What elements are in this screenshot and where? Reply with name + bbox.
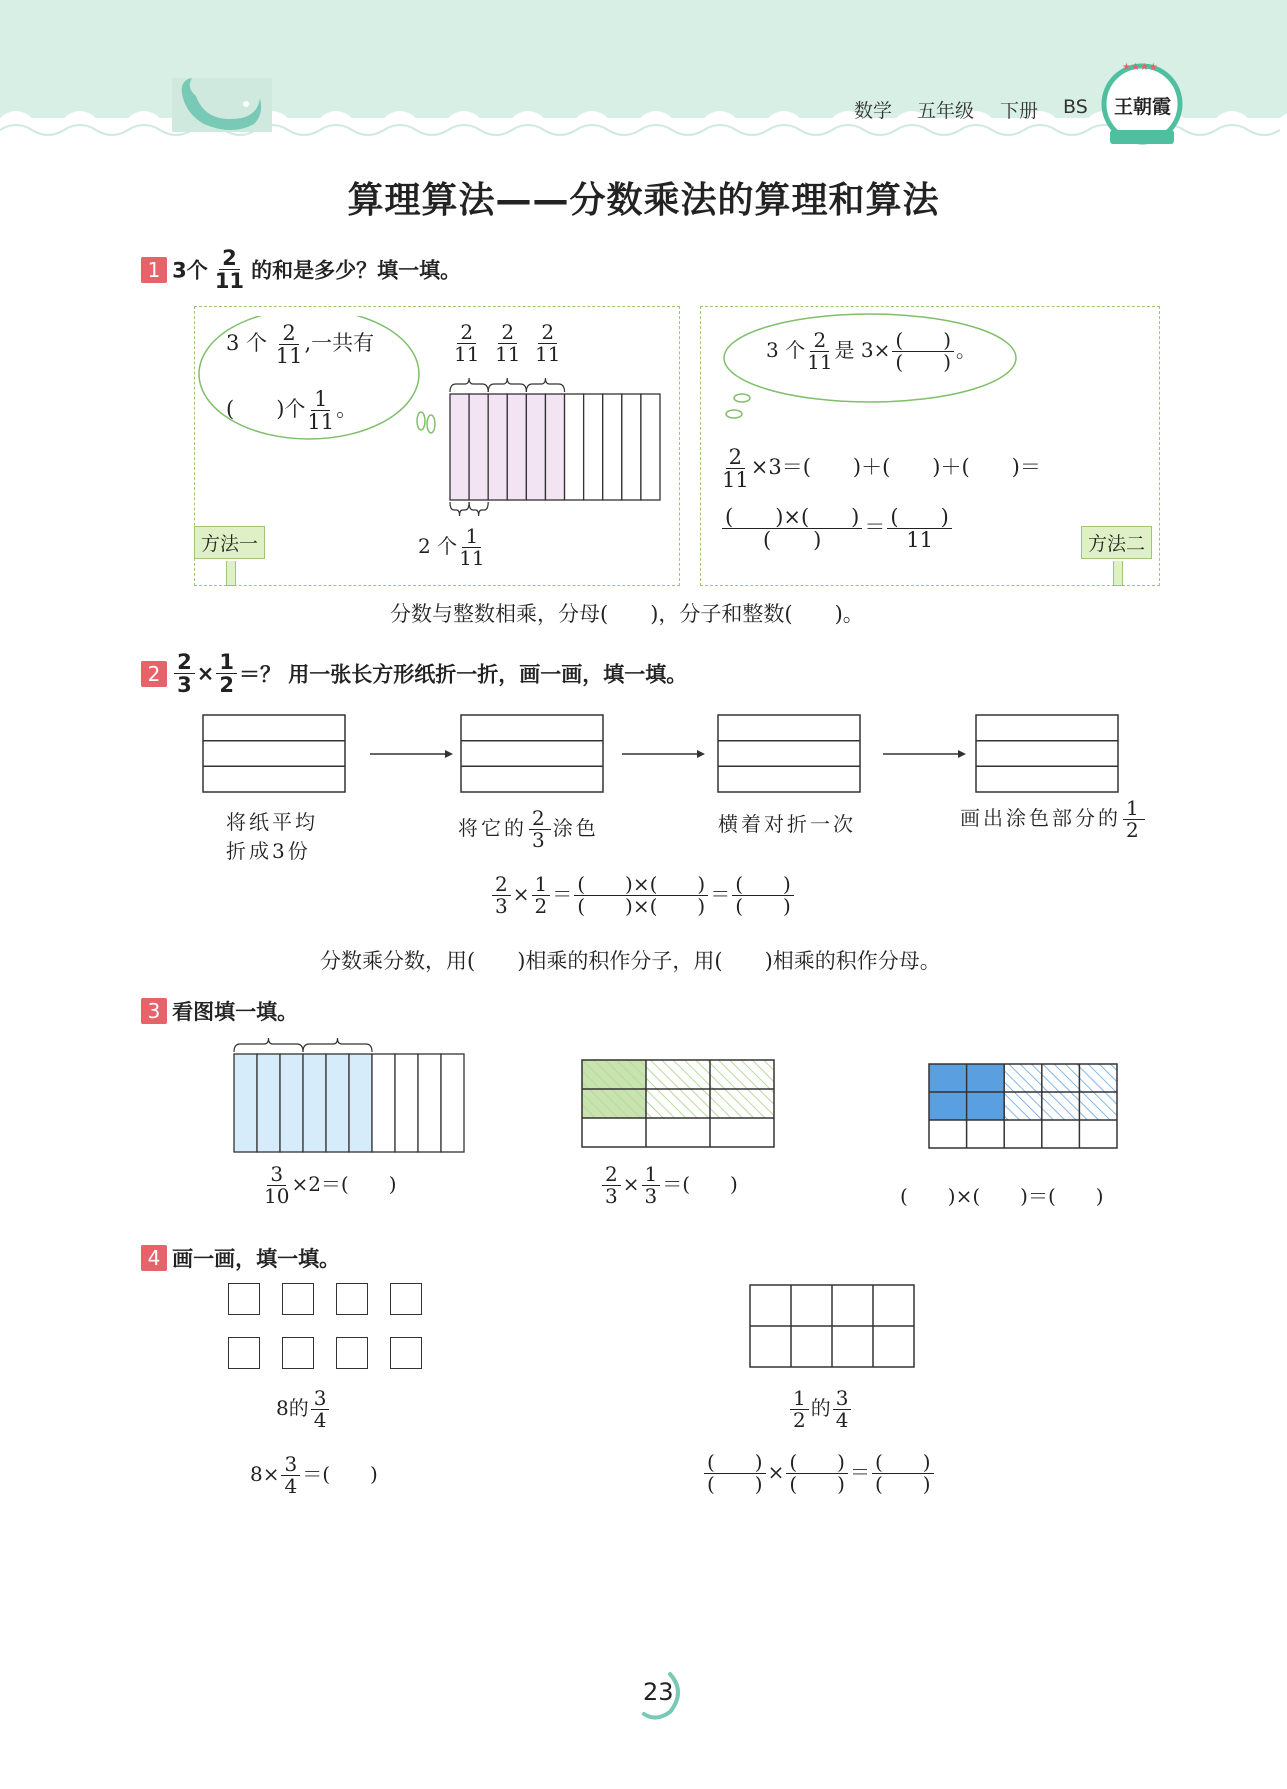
q2-conclusion[interactable]: 分数乘分数，用( )相乘的积作分子，用( )相乘的积作分母。	[320, 949, 941, 973]
bottom-brace	[450, 502, 469, 516]
brace-label: $\frac{2}{11}$	[454, 320, 480, 366]
blank[interactable]: ( )	[895, 350, 951, 374]
q2-formula: $\frac{2}{3}$ × $\frac{1}{2}$ ＝ $\frac{( )\times( )}{( )\times( )}$ ＝ $\frac{( )}{( )}$	[490, 874, 796, 917]
q1-strip-diagram	[440, 378, 670, 528]
q4-right-label: $\frac{1}{2}$ 的 $\frac{3}{4}$	[788, 1388, 853, 1431]
page-title: 算理算法——分数乘法的算理和算法	[347, 180, 940, 221]
blank[interactable]: ( )×( )	[574, 874, 708, 896]
q3-grid-2x3	[580, 1058, 775, 1150]
sign-post	[1113, 561, 1123, 586]
subject-label: 数学	[854, 100, 893, 122]
arrow-icon	[883, 750, 966, 758]
strip-part	[372, 1054, 395, 1152]
grade-label: 五年级	[917, 100, 975, 122]
step3-caption: 横着对折一次	[718, 812, 856, 836]
edition-label: BS	[1063, 96, 1088, 118]
q2-suffix: ＝？ 用一张长方形纸折一折，画一画，填一填。	[238, 662, 688, 687]
q1-right-bubble-text: 3 个 $\frac{2}{11}$ 是 3× $\frac{( )}{( )}$ 。	[766, 328, 976, 374]
strip-part	[545, 394, 564, 500]
strip-part	[257, 1054, 280, 1152]
strip-part	[441, 1054, 464, 1152]
top-brace	[488, 378, 526, 392]
q1-right-line2: $\frac{( )\times( )}{( )}$ ＝ $\frac{( )}{11}$	[720, 506, 954, 551]
q1-heading	[141, 247, 461, 292]
q4-grid-2x4[interactable]	[748, 1283, 918, 1371]
unit-fraction: $\frac{1}{11}$	[307, 387, 335, 435]
q1-conclusion[interactable]: 分数与整数相乘，分母( )，分子和整数( )。	[390, 602, 864, 626]
strip-part	[349, 1054, 372, 1152]
strip-part	[507, 394, 526, 500]
q1-suffix: 的和是多少？填一填。	[251, 258, 462, 283]
square[interactable]	[336, 1283, 368, 1315]
strip-part	[584, 394, 603, 500]
blank[interactable]: ( )	[872, 1452, 934, 1474]
q1-right-line1: $\frac{2}{11}$ ×3＝( )＋( )＋( )＝	[722, 445, 1041, 493]
step4-caption: 画出涂色部分的 $\frac{1}{2}$	[960, 798, 1147, 841]
q3-title: 看图填一填。	[172, 1000, 299, 1024]
strip-part	[234, 1054, 257, 1152]
paper-step2	[461, 715, 603, 792]
top-brace	[450, 378, 488, 392]
arrow-icon	[622, 750, 705, 758]
strip-part	[418, 1054, 441, 1152]
q1-left-bubble-line1: 3 个 $\frac{2}{11}$ ,一共有	[226, 321, 375, 369]
strip-part	[603, 394, 622, 500]
q3-strip-diagram	[230, 1036, 470, 1156]
strip-part	[469, 394, 488, 500]
blank[interactable]: ( )	[789, 1472, 845, 1496]
method2-sign: 方法二	[1081, 526, 1152, 559]
q1-bottom-label: 2 个 $\frac{1}{11}$	[418, 524, 485, 570]
q4-title: 画一画，填一填。	[172, 1247, 341, 1271]
q3-number: 3	[141, 998, 167, 1024]
strip-part	[622, 394, 641, 500]
q3-grid-3x5	[927, 1062, 1119, 1152]
blank[interactable]: ( )	[735, 894, 791, 918]
q3-eq3[interactable]: ( )×( )＝( )	[900, 1184, 1104, 1208]
strip-part	[526, 394, 545, 500]
top-brace	[526, 378, 564, 392]
brace-label: $\frac{2}{11}$	[535, 320, 561, 366]
brand-text: 王朝霞	[1114, 96, 1172, 118]
square[interactable]	[228, 1283, 260, 1315]
strip-part	[450, 394, 469, 500]
method1-sign: 方法一	[194, 526, 265, 559]
strip-part	[565, 394, 584, 500]
page-number: 23	[643, 1678, 674, 1706]
q4-right-equation: $\frac{( )}{( )}$ × $\frac{( )}{( )}$ ＝ $\frac{( )}{( )}$	[702, 1452, 936, 1495]
q1-number: 1	[141, 257, 167, 283]
q2-fraction-a: $\frac{2}{3}$	[174, 651, 195, 696]
strip-part	[280, 1054, 303, 1152]
blank[interactable]: ( )×( )	[722, 506, 862, 529]
brace-label: $\frac{2}{11}$	[495, 320, 521, 366]
blank[interactable]: ＝( )	[302, 1462, 378, 1486]
blank[interactable]: ×2＝( )	[291, 1172, 397, 1196]
svg-text:★★★★: ★★★★	[1122, 62, 1158, 73]
addition-blanks[interactable]: ×3＝( )＋( )＋( )＝	[750, 455, 1041, 480]
square[interactable]	[390, 1283, 422, 1315]
step2-caption: 将它的 $\frac{2}{3}$ 涂色	[458, 806, 599, 852]
q4-left-equation: 8× $\frac{3}{4}$ ＝( )	[250, 1452, 378, 1498]
blank[interactable]: ( )	[704, 1452, 766, 1474]
strip-part	[395, 1054, 418, 1152]
blank[interactable]: ( )	[892, 330, 954, 352]
q3-eq2: $\frac{2}{3}$ × $\frac{1}{3}$ ＝( )	[600, 1164, 738, 1207]
blank[interactable]: ( )	[226, 397, 285, 422]
bubble-fraction: $\frac{2}{11}$	[275, 321, 303, 369]
blank[interactable]: ＝( )	[662, 1172, 738, 1196]
sign-post	[226, 561, 236, 586]
blank[interactable]: ( )	[762, 528, 822, 553]
q4-number: 4	[141, 1245, 167, 1271]
paper-step4	[976, 715, 1118, 792]
blank[interactable]: ( )	[707, 1472, 763, 1496]
q3-eq1: $\frac{3}{10}$ ×2＝( )	[264, 1162, 397, 1208]
q1-prefix: 3个	[172, 258, 208, 283]
blank[interactable]: ( )	[786, 1452, 848, 1474]
q3-heading	[141, 996, 298, 1026]
q2-fold-diagram	[200, 710, 1130, 800]
q2-fraction-b: $\frac{1}{2}$	[216, 651, 237, 696]
square[interactable]	[336, 1337, 368, 1369]
paper-step1	[203, 715, 345, 792]
q4-squares	[228, 1283, 428, 1373]
q2-heading: 2 $\frac{2}{3}$ × $\frac{1}{2}$ ＝？ 用一张长方形纸折一折，画一画，填一填。	[141, 651, 687, 696]
brand-badge	[1100, 58, 1184, 150]
top-brace	[303, 1038, 372, 1052]
square[interactable]	[390, 1337, 422, 1369]
q1-fraction: $\frac{2}{11}$	[214, 246, 245, 294]
blank[interactable]: ( )×( )	[577, 894, 706, 918]
square[interactable]	[228, 1337, 260, 1369]
strip-part	[326, 1054, 349, 1152]
square[interactable]	[282, 1283, 314, 1315]
q4-heading	[141, 1243, 340, 1273]
top-brace	[234, 1038, 303, 1052]
q4-left-label: 8的 $\frac{3}{4}$	[276, 1388, 331, 1431]
volume-label: 下册	[1000, 100, 1039, 122]
paper-step3	[718, 715, 860, 792]
q1-left-bubble-line2: ( )个 $\frac{1}{11}$ 。	[226, 387, 358, 435]
strip-part	[488, 394, 507, 500]
q2-number: 2	[141, 661, 167, 687]
blank[interactable]: ( )	[887, 506, 951, 529]
arrow-icon	[370, 750, 453, 758]
strip-part	[303, 1054, 326, 1152]
step1-caption: 将纸平均 折成3份	[226, 810, 318, 863]
bottom-brace	[469, 502, 488, 516]
square[interactable]	[282, 1337, 314, 1369]
strip-part	[641, 394, 660, 500]
blank[interactable]: ( )	[874, 1472, 931, 1496]
whale-icon	[172, 74, 272, 132]
blank[interactable]: ( )	[732, 874, 794, 896]
